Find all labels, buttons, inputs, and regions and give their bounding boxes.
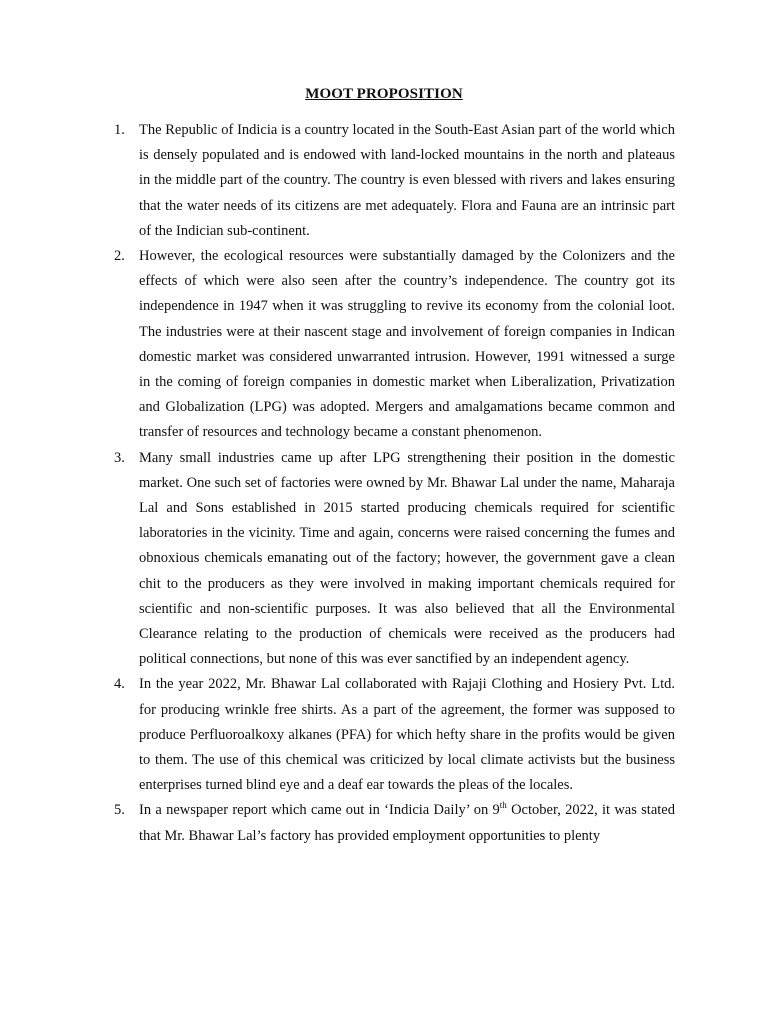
- paragraph-text-end: October, 2022, it was stated that Mr. Bhawar Lal’s factory has provided employment opportunities to plenty: [139, 802, 675, 844]
- paragraph-number: 1.: [114, 122, 125, 138]
- paragraph-number: 2.: [114, 248, 125, 265]
- paragraph-number: 4.: [114, 676, 125, 693]
- paragraph-number: 5.: [114, 802, 125, 819]
- paragraph-5: [0, 798, 675, 848]
- proposition-list: [0, 118, 675, 849]
- paragraph-number: 3.: [114, 449, 125, 466]
- document-title: MOOT PROPOSITION: [305, 86, 463, 102]
- paragraph-text-start: In a newspaper report which came out in ‘Indicia Daily’ on 9: [139, 802, 500, 819]
- paragraph-text: Many small industries came up after LPG strengthening their position in the domestic market. One such set of factories were owned by Mr. Bhawar Lal under the name, Maharaja Lal and Sons established in 2015 started producing chemicals required for scientific laboratories in the vicinity. Time and again, concerns were raised concerning the fumes and obnoxious chemicals emanating out of the factory; however, the government gave a clean chit to the producers as they were involved in making important chemicals required for scientific and non-scientific purposes. It was also believed that all the Environmental Clearance relating to the production of chemicals were received as the producers had political connections, but none of this was ever sanctified by an independent agency.: [139, 449, 675, 668]
- paragraph-1: [0, 118, 675, 244]
- paragraph-text: In the year 2022, Mr. Bhawar Lal collaborated with Rajaji Clothing and Hosiery Pvt. Ltd. for producing wrinkle free shirts. As a part of the agreement, the former was supposed to produce Perfluoroalkoxy alkanes (PFA) for which hefty share in the profits would be given to them. The use of this chemical was criticized by local climate activists but the business enterprises turned blind eye and a deaf ear towards the pleas of the locales.: [139, 676, 675, 794]
- paragraph-text: However, the ecological resources were substantially damaged by the Colonizers and the effects of which were also seen after the country’s independence. The country got its independence in 1947 when it was struggling to revive its economy from the colonial loot. The industries were at their nascent stage and involvement of foreign companies in Indican domestic market was considered unwarranted intrusion. However, 1991 witnessed a surge in the coming of foreign companies in domestic market when Liberalization, Privatization and Globalization (LPG) was adopted. Mergers and amalgamations became common and transfer of resources and technology became a constant phenomenon.: [139, 248, 675, 441]
- paragraph-text: [139, 798, 675, 848]
- paragraph-2: [0, 244, 675, 446]
- date-ordinal-suffix: th: [499, 800, 507, 811]
- paragraph-text: The Republic of Indicia is a country located in the South-East Asian part of the world which is densely populated and is endowed with land-locked mountains in the north and plateaus in the middle part of the country. The country is even blessed with rivers and lakes ensuring that the water needs of its citizens are met adequately. Flora and Fauna are an intrinsic part of the Indician sub-continent.: [139, 122, 675, 239]
- paragraph-4: [0, 672, 675, 798]
- paragraph-3: [0, 446, 675, 673]
